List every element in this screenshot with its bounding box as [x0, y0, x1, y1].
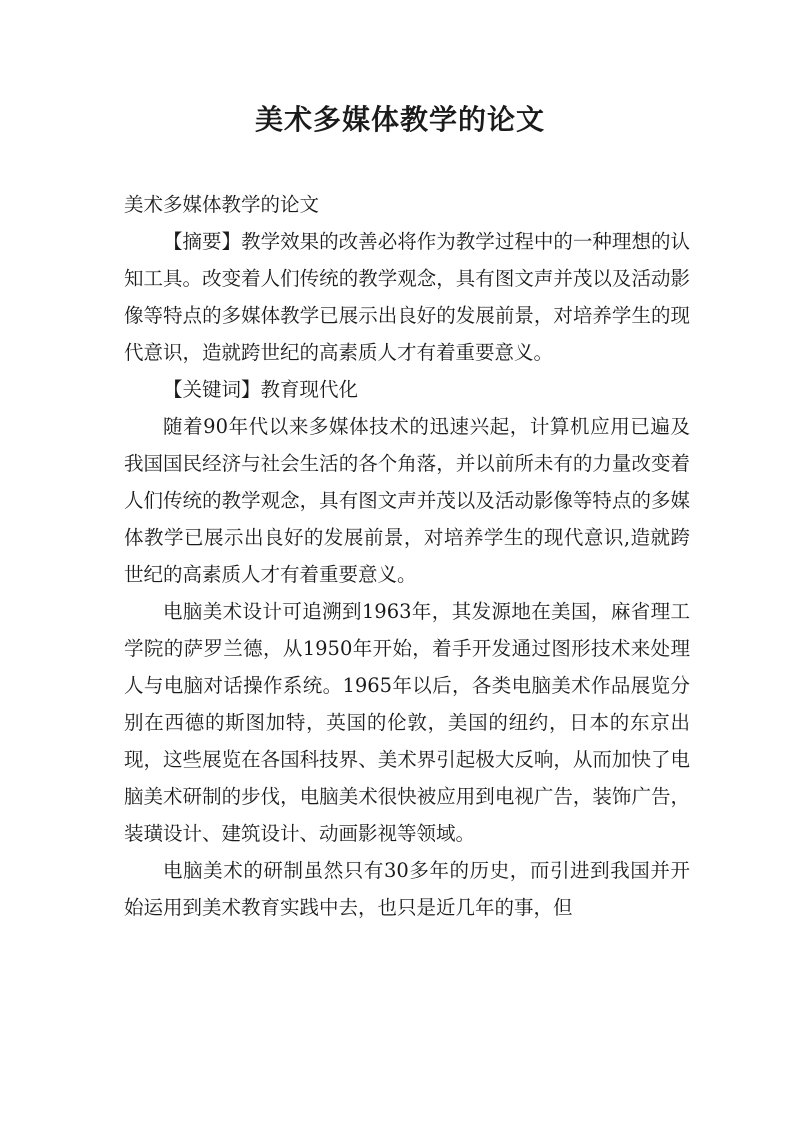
paragraph-body-1: 随着90年代以来多媒体技术的迅速兴起，计算机应用已遍及我国国民经济与社会生活的各个角落，并以前所未有的力量改变着人们传统的教学观念，具有图文声并茂以及活动影像等特点的多媒体教学已展示出良好的发展前景，对培养学生的现代意识,造就跨世纪的高素质人才有着重要意义。 — [124, 415, 690, 586]
paragraph-body-2: 电脑美术设计可追溯到1963年，其发源地在美国，麻省理工学院的萨罗兰德，从1950年开始，着手开发通过图形技术来处理人与电脑对话操作系统。1965年以后，各类电脑美术作品展览分别在西德的斯图加特，英国的伦敦，美国的纽约，日本的东京出现，这些展览在各国科技界、美术界引起极大反响，从而加快了电脑美术研制的步伐，电脑美术很快被应用到电视广告，装饰广告，装璜设计、建筑设计、动画影视等领域。 — [124, 600, 690, 845]
page-title: 美术多媒体教学的论文 — [254, 103, 545, 136]
document-body — [124, 186, 690, 926]
paragraph-abstract: 【摘要】教学效果的改善必将作为教学过程中的一种理想的认知工具。改变着人们传统的教学观念，具有图文声并茂以及活动影像等特点的多媒体教学已展示出良好的发展前景，对培养学生的现代意识，造就跨世纪的高素质人才有着重要意义。 — [124, 230, 690, 364]
paragraph-body-3: 电脑美术的研制虽然只有30多年的历史，而引进到我国并开始运用到美术教育实践中去，也只是近几年的事，但 — [124, 859, 690, 919]
paragraph-keywords: 【关键词】教育现代化 — [163, 378, 359, 401]
paragraph-subtitle: 美术多媒体教学的论文 — [124, 193, 320, 216]
